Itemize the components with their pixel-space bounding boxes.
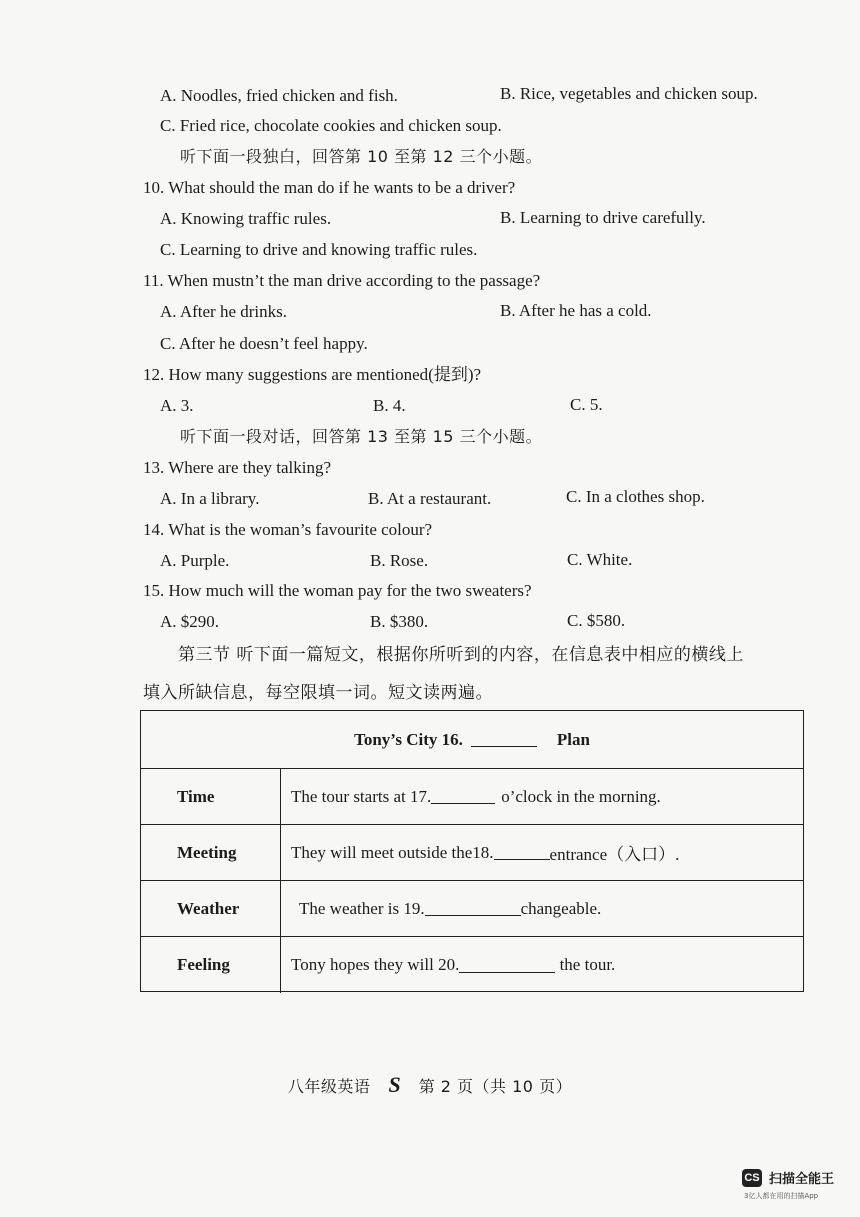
blank-16[interactable]: [471, 732, 537, 747]
q14-option-b: B. Rose.: [370, 551, 429, 570]
q11-option-b: B. After he has a cold.: [500, 301, 652, 320]
q11-option-a: A. After he drinks.: [160, 302, 288, 321]
row-text-time-post: o’clock in the morning.: [501, 786, 661, 806]
table-title: [141, 711, 803, 768]
q15-option-b: B. $380.: [370, 612, 429, 631]
row-value-weather: [299, 881, 601, 936]
q10-option-c: C. Learning to drive and knowing traffic rules.: [160, 240, 478, 259]
q9-option-b: B. Rice, vegetables and chicken soup.: [500, 84, 758, 103]
table-title-suffix: Plan: [556, 729, 590, 749]
q13-option-a: A. In a library.: [160, 489, 260, 508]
q14-question: 14. What is the woman’s favourite colour?: [143, 520, 433, 539]
q12-option-a: A. 3.: [160, 396, 194, 415]
row-value-feeling: [291, 937, 615, 993]
row-text-feeling-post: the tour.: [555, 955, 616, 974]
row-text-meeting-pre: They will meet outside the18.: [291, 842, 494, 862]
blank-18[interactable]: [494, 845, 550, 860]
q15-option-c: C. $580.: [567, 611, 626, 630]
q13-option-c: C. In a clothes shop.: [566, 487, 705, 506]
row-text-weather-post: changeable.: [520, 898, 602, 918]
table-title-row: [141, 711, 803, 768]
q11-option-c: C. After he doesn’t feel happy.: [160, 334, 368, 353]
footer-page-number: 第 2 页（共 10 页）: [418, 1077, 573, 1096]
q14-option-a: A. Purple.: [160, 551, 230, 570]
section3-instruction-line2: 填入所缺信息，每空限填一词。短文读两遍。: [143, 683, 493, 703]
q12-option-c: C. 5.: [570, 395, 603, 414]
row-label-feeling: Feeling: [141, 937, 281, 993]
q11-question: 11. When mustn’t the man drive according to the passage?: [143, 271, 541, 290]
row-label-time: Time: [141, 769, 281, 824]
footer-subject: 八年级英语: [287, 1077, 371, 1096]
q13-question: 13. Where are they talking?: [143, 458, 332, 477]
row-text-weather-pre: The weather is 19.: [299, 898, 425, 918]
instruction-13-15: 听下面一段对话，回答第 13 至第 15 三个小题。: [180, 427, 543, 446]
brand-tagline: 3亿人都在用的扫描App: [744, 1192, 819, 1200]
row-text-meeting-post: entrance（入口）.: [549, 845, 680, 864]
q9-option-c: C. Fried rice, chocolate cookies and chicken soup.: [160, 116, 502, 135]
info-table: [140, 710, 804, 992]
camscanner-logo-icon: CS: [742, 1169, 762, 1187]
row-text-time-pre: The tour starts at 17.: [291, 786, 432, 806]
blank-19[interactable]: [425, 901, 521, 916]
row-label-weather: Weather: [141, 881, 281, 936]
q13-option-b: B. At a restaurant.: [368, 489, 492, 508]
row-value-meeting: [291, 825, 679, 880]
q10-question: 10. What should the man do if he wants to be a driver?: [143, 178, 516, 197]
instruction-10-12: 听下面一段独白，回答第 10 至第 12 三个小题。: [180, 147, 543, 166]
q15-option-a: A. $290.: [160, 612, 220, 631]
table-row-feeling: [141, 936, 803, 993]
q12-option-b: B. 4.: [373, 396, 406, 415]
footer-paper-mark: S: [388, 1072, 401, 1097]
q15-question: 15. How much will the woman pay for the two sweaters?: [143, 581, 532, 600]
blank-20[interactable]: [459, 958, 555, 973]
section3-instruction-line1: 第三节 听下面一篇短文，根据你所听到的内容，在信息表中相应的横线上: [178, 645, 744, 665]
q9-option-a: A. Noodles, fried chicken and fish.: [160, 86, 398, 105]
table-row-weather: [141, 880, 803, 936]
q10-option-b: B. Learning to drive carefully.: [500, 208, 706, 227]
table-row-meeting: [141, 824, 803, 880]
scanner-watermark: [742, 1168, 835, 1200]
row-value-time: [291, 769, 661, 824]
row-text-feeling-pre: Tony hopes they will 20.: [291, 955, 460, 974]
page-footer: [0, 1072, 860, 1098]
q12-question: 12. How many suggestions are mentioned(提到)?: [143, 365, 482, 384]
q10-option-a: A. Knowing traffic rules.: [160, 209, 332, 228]
row-label-meeting: Meeting: [141, 825, 281, 880]
q14-option-c: C. White.: [567, 550, 633, 569]
blank-17[interactable]: [431, 789, 495, 804]
brand-name: 扫描全能王: [769, 1172, 835, 1187]
table-title-prefix: Tony’s City 16.: [354, 729, 463, 749]
table-row-time: [141, 768, 803, 824]
